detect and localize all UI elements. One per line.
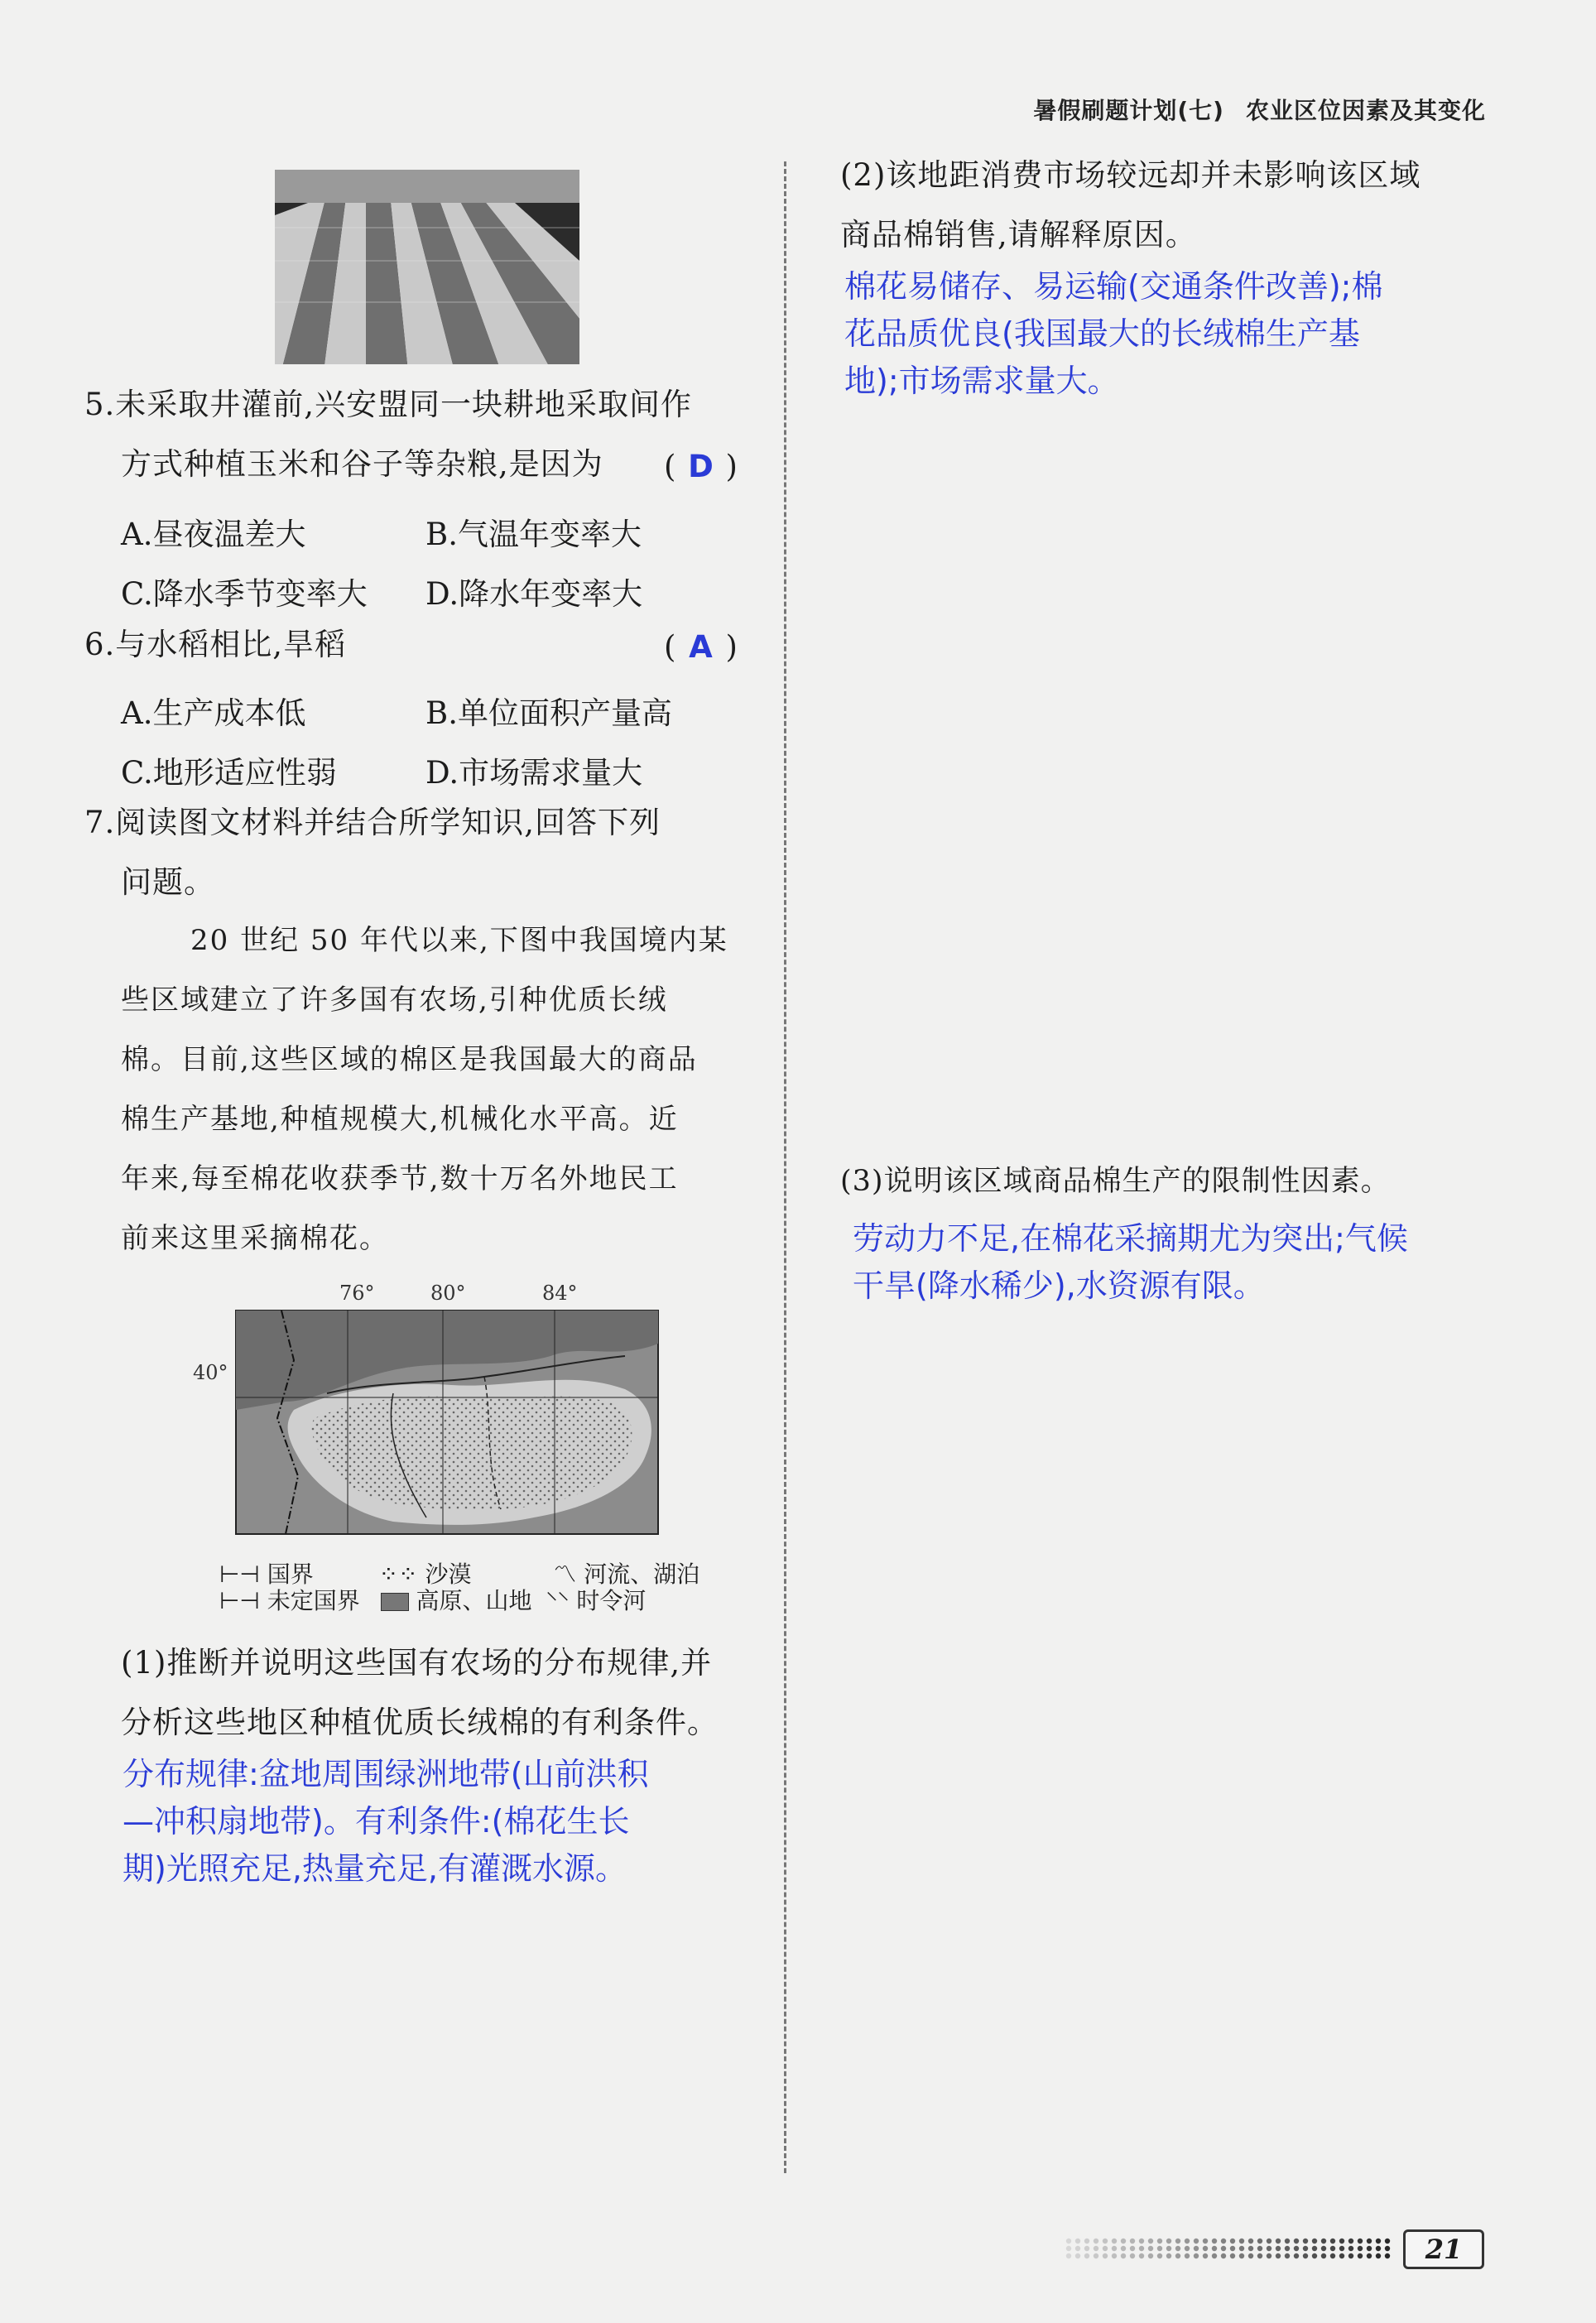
footer-dot xyxy=(1376,2253,1381,2258)
answer-line: 分布规律:盆地周围绿洲地带(山前洪积 xyxy=(123,1756,649,1792)
passage-line: 前来这里采摘棉花。 xyxy=(121,1222,389,1255)
footer-dot xyxy=(1094,2239,1098,2244)
footer-dot xyxy=(1230,2253,1235,2258)
footer-dot xyxy=(1285,2246,1290,2251)
legend-plateau-mountain: 高原、山地 xyxy=(416,1587,532,1614)
footer-dot xyxy=(1157,2253,1162,2258)
footer-dot xyxy=(1157,2246,1162,2251)
footer-dot xyxy=(1121,2253,1126,2258)
footer-dot xyxy=(1112,2246,1117,2251)
q7-sub1-line2: 分析这些地区种植优质长绒棉的有利条件。 xyxy=(121,1705,719,1740)
q5-option-a: A.昼夜温差大 xyxy=(121,517,306,552)
footer-dot xyxy=(1094,2246,1098,2251)
q7-stem-line2: 问题。 xyxy=(121,864,215,900)
footer-dot xyxy=(1185,2253,1190,2258)
footer-dot xyxy=(1385,2246,1390,2251)
q7-sub2-line1: (2)该地距消费市场较远却并未影响该区域 xyxy=(840,157,1421,193)
footer-dot xyxy=(1148,2246,1153,2251)
footer-dot xyxy=(1112,2253,1117,2258)
footer-dot xyxy=(1367,2253,1372,2258)
q7-sub1-answer xyxy=(123,1751,768,1893)
footer-dot xyxy=(1248,2239,1253,2244)
passage-line: 棉。目前,这些区域的棉区是我国最大的商品 xyxy=(121,1043,698,1076)
q5-option-b: B.气温年变率大 xyxy=(425,517,642,552)
footer-dot xyxy=(1294,2246,1299,2251)
q7-sub3-answer xyxy=(853,1215,1515,1310)
footer-dot xyxy=(1376,2246,1381,2251)
footer-dot xyxy=(1312,2246,1317,2251)
footer-dot xyxy=(1376,2239,1381,2244)
footer-dot xyxy=(1330,2239,1335,2244)
legend-desert: 沙漠 xyxy=(425,1561,472,1588)
q5-answer: D xyxy=(688,449,714,484)
desert-dots-icon: ⁘⁘ xyxy=(378,1561,418,1588)
q6-option-c: C.地形适应性弱 xyxy=(121,755,337,791)
footer-dot xyxy=(1294,2253,1299,2258)
footer-dot xyxy=(1294,2239,1299,2244)
footer-dot xyxy=(1385,2253,1390,2258)
footer-dot xyxy=(1239,2253,1244,2258)
q7-passage xyxy=(121,911,783,1268)
q6-option-d: D.市场需求量大 xyxy=(425,755,643,791)
passage-line: 年来,每至棉花收获季节,数十万名外地民工 xyxy=(121,1162,679,1195)
footer-dot xyxy=(1385,2239,1390,2244)
footer-dot xyxy=(1348,2253,1353,2258)
footer-dot xyxy=(1194,2246,1199,2251)
q6-bracket-close: ) xyxy=(725,629,738,665)
page-number: 21 xyxy=(1403,2229,1484,2269)
footer-dot xyxy=(1094,2253,1098,2258)
answer-line: 花品质优良(我国最大的长绒棉生产基 xyxy=(844,315,1360,352)
plateau-swatch-icon xyxy=(381,1593,409,1611)
answer-line: 期)光照充足,热量充足,有灌溉水源。 xyxy=(123,1850,627,1887)
footer-dot xyxy=(1367,2239,1372,2244)
footer-dot xyxy=(1257,2253,1262,2258)
footer-dot xyxy=(1339,2239,1344,2244)
footer-dot xyxy=(1321,2239,1326,2244)
footer-dot xyxy=(1212,2239,1217,2244)
footer-dot xyxy=(1348,2239,1353,2244)
column-divider xyxy=(784,161,786,2173)
answer-line: 劳动力不足,在棉花采摘期尤为突出;气候 xyxy=(853,1220,1408,1257)
footer-dot xyxy=(1330,2246,1335,2251)
footer-dot xyxy=(1348,2246,1353,2251)
answer-line: —冲积扇地带)。有利条件:(棉花生长 xyxy=(123,1803,630,1840)
undetermined-border-icon: ⊢⊣ xyxy=(219,1587,260,1614)
footer-dot xyxy=(1203,2253,1208,2258)
footer-dot xyxy=(1148,2253,1153,2258)
footer-dot xyxy=(1194,2253,1199,2258)
q6-bracket-open: ( xyxy=(664,629,676,665)
footer-dot xyxy=(1175,2239,1180,2244)
footer-dot xyxy=(1312,2239,1317,2244)
legend-undetermined-border: 未定国界 xyxy=(267,1587,360,1614)
footer-dot xyxy=(1276,2246,1281,2251)
footer-dot xyxy=(1148,2239,1153,2244)
footer-dot xyxy=(1267,2246,1272,2251)
page-header xyxy=(1033,93,1486,126)
footer-dot xyxy=(1303,2239,1308,2244)
footer-dot xyxy=(1221,2239,1226,2244)
header-series: 暑假刷题计划(七) xyxy=(1033,97,1224,124)
passage-line: 些区域建立了许多国有农场,引种优质长绒 xyxy=(121,984,668,1017)
footer-dot xyxy=(1230,2246,1235,2251)
footer-dot xyxy=(1166,2253,1171,2258)
footer-dot xyxy=(1312,2253,1317,2258)
footer-dot xyxy=(1330,2253,1335,2258)
header-topic: 农业区位因素及其变化 xyxy=(1245,97,1486,124)
footer-dot xyxy=(1257,2239,1262,2244)
footer-dot xyxy=(1075,2246,1080,2251)
tarim-basin-map xyxy=(186,1282,666,1546)
footer-dot xyxy=(1121,2239,1126,2244)
passage-line: 20 世纪 50 年代以来,下图中我国境内某 xyxy=(190,924,728,957)
footer-dot xyxy=(1084,2246,1089,2251)
map-legend-row2 xyxy=(219,1583,646,1616)
footer-dot xyxy=(1066,2253,1071,2258)
q7-stem-line1: 7.阅读图文材料并结合所学知识,回答下列 xyxy=(84,805,661,840)
footer-dot xyxy=(1285,2253,1290,2258)
footer-dot xyxy=(1203,2239,1208,2244)
footer-dot xyxy=(1212,2253,1217,2258)
footer-dot xyxy=(1103,2239,1108,2244)
footer-dot xyxy=(1321,2253,1326,2258)
q6-option-a: A.生产成本低 xyxy=(121,695,306,731)
q5-bracket-close: ) xyxy=(725,449,738,484)
footer-dot xyxy=(1358,2246,1363,2251)
footer-dot xyxy=(1084,2253,1089,2258)
map-lon-80: 80° xyxy=(430,1282,466,1305)
q6-answer-bracket xyxy=(664,629,738,665)
footer-dot xyxy=(1339,2253,1344,2258)
river-lake-icon: 〽 xyxy=(553,1561,577,1588)
map-lon-76: 76° xyxy=(339,1282,375,1305)
footer-dot xyxy=(1066,2239,1071,2244)
footer-dot xyxy=(1103,2246,1108,2251)
footer-dot xyxy=(1166,2239,1171,2244)
footer-dot xyxy=(1084,2239,1089,2244)
footer-dot xyxy=(1175,2246,1180,2251)
footer-dot xyxy=(1239,2239,1244,2244)
q7-sub2-line2: 商品棉销售,请解释原因。 xyxy=(840,217,1197,252)
footer-dot xyxy=(1321,2246,1326,2251)
map-lon-84: 84° xyxy=(542,1282,578,1305)
footer-dot xyxy=(1339,2246,1344,2251)
footer-dot xyxy=(1130,2239,1135,2244)
footer-dot xyxy=(1130,2246,1135,2251)
footer-dot xyxy=(1221,2253,1226,2258)
q5-option-c: C.降水季节变率大 xyxy=(121,576,368,612)
footer-dot xyxy=(1157,2239,1162,2244)
seasonal-river-icon: ⸌⸌ xyxy=(546,1587,570,1614)
footer-dot xyxy=(1075,2253,1080,2258)
footer-dot xyxy=(1230,2239,1235,2244)
footer-dot xyxy=(1221,2246,1226,2251)
footer-dot xyxy=(1248,2246,1253,2251)
q5-stem-line2: 方式种植玉米和谷子等杂粮,是因为 xyxy=(121,446,603,482)
footer-dot xyxy=(1257,2246,1262,2251)
answer-line: 棉花易储存、易运输(交通条件改善);棉 xyxy=(844,268,1383,305)
footer-dot xyxy=(1185,2239,1190,2244)
q5-option-d: D.降水年变率大 xyxy=(425,576,643,612)
footer-dot xyxy=(1112,2239,1117,2244)
footer-dot xyxy=(1175,2253,1180,2258)
footer-dot xyxy=(1121,2246,1126,2251)
q7-sub1-line1: (1)推断并说明这些国有农场的分布规律,并 xyxy=(121,1645,713,1681)
footer-dot xyxy=(1194,2239,1199,2244)
footer-dot xyxy=(1267,2253,1272,2258)
footer-dot-pattern xyxy=(1064,2236,1391,2261)
legend-border: 国界 xyxy=(267,1561,314,1588)
q6-option-b: B.单位面积产量高 xyxy=(425,695,672,731)
q5-stem-line1: 5.未采取井灌前,兴安盟同一块耕地采取间作 xyxy=(84,387,693,422)
passage-line: 棉生产基地,种植规模大,机械化水平高。近 xyxy=(121,1103,679,1136)
footer-dot xyxy=(1075,2239,1080,2244)
footer-dot xyxy=(1103,2253,1108,2258)
q7-sub3-line1: (3)说明该区域商品棉生产的限制性因素。 xyxy=(840,1165,1391,1198)
footer-dot xyxy=(1276,2239,1281,2244)
q5-bracket-open: ( xyxy=(664,449,676,484)
footer-dot xyxy=(1139,2239,1144,2244)
q6-answer: A xyxy=(689,629,713,665)
footer-dot xyxy=(1367,2246,1372,2251)
footer-dot xyxy=(1130,2253,1135,2258)
footer-dot xyxy=(1248,2253,1253,2258)
footer-dot xyxy=(1285,2239,1290,2244)
footer-dot xyxy=(1203,2246,1208,2251)
legend-river-lake: 河流、湖泊 xyxy=(584,1561,700,1588)
footer-dot xyxy=(1276,2253,1281,2258)
q6-stem: 6.与水稻相比,旱稻 xyxy=(84,627,347,662)
footer-dot xyxy=(1358,2253,1363,2258)
q7-sub2-answer xyxy=(844,263,1507,405)
footer-dot xyxy=(1239,2246,1244,2251)
footer-dot xyxy=(1139,2246,1144,2251)
footer-dot xyxy=(1267,2239,1272,2244)
footer-dot xyxy=(1066,2246,1071,2251)
border-line-icon: ⊢⊣ xyxy=(219,1561,260,1588)
answer-line: 干旱(降水稀少),水资源有限。 xyxy=(853,1267,1265,1304)
map-lat-40: 40° xyxy=(193,1361,228,1384)
footer-dot xyxy=(1212,2246,1217,2251)
answer-line: 地);市场需求量大。 xyxy=(844,363,1119,399)
q5-answer-bracket xyxy=(664,449,738,484)
footer-dot xyxy=(1303,2246,1308,2251)
legend-seasonal-river: 时令河 xyxy=(576,1587,647,1614)
footer-dot xyxy=(1185,2246,1190,2251)
footer-dot xyxy=(1139,2253,1144,2258)
footer-dot xyxy=(1358,2239,1363,2244)
footer-dot xyxy=(1303,2253,1308,2258)
field-photo xyxy=(275,170,579,364)
footer-dot xyxy=(1166,2246,1171,2251)
